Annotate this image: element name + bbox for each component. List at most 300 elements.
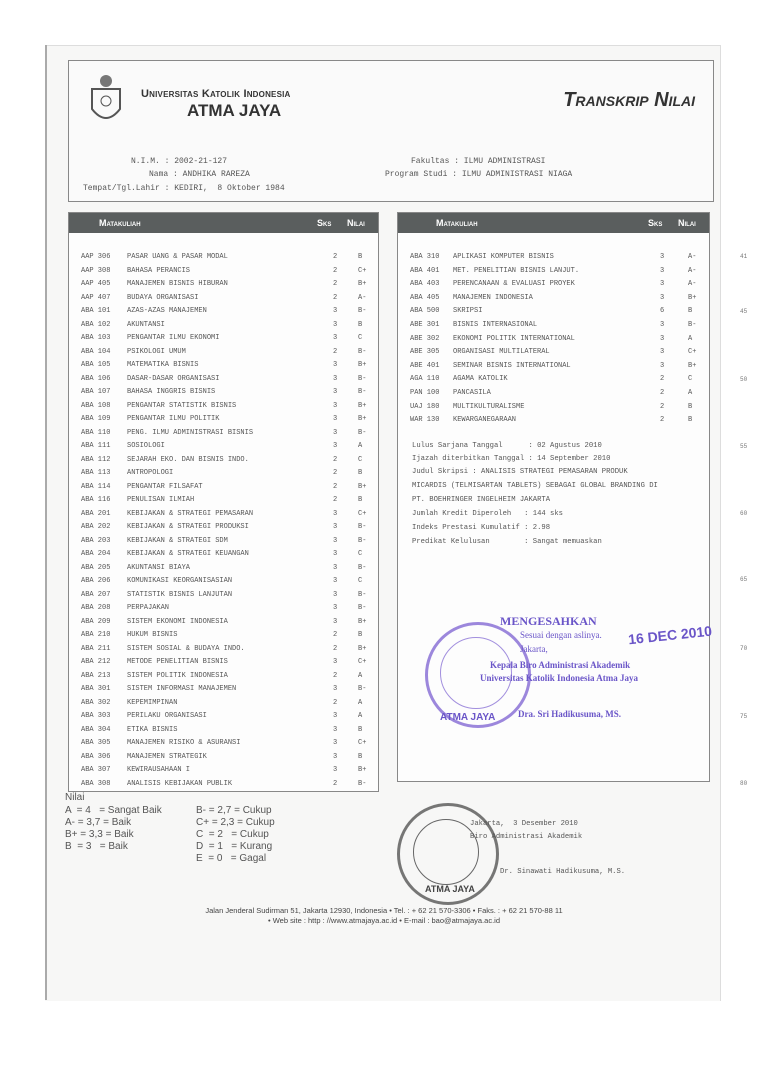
course-grade: B+ <box>358 766 367 774</box>
summary-line: Ijazah diterbitkan Tanggal : 14 September 2010 <box>412 455 611 463</box>
table-row <box>69 604 378 614</box>
course-code: ABE 302 <box>410 334 440 343</box>
table-row <box>69 645 378 655</box>
course-code: AAP 407 <box>81 293 111 302</box>
course-sks: 2 <box>333 280 338 288</box>
margin-number: 41 <box>740 253 748 260</box>
course-code: AAP 306 <box>81 253 111 261</box>
course-code: AAP 308 <box>81 266 111 275</box>
course-code: ABA 302 <box>81 698 111 707</box>
course-name: MET. PENELITIAN BISNIS LANJUT. <box>453 266 580 275</box>
university-brand: ATMA JAYA <box>187 101 282 120</box>
faculty: Fakultas : ILMU ADMINISTRASI <box>411 157 546 166</box>
course-sks: 2 <box>333 266 338 275</box>
course-sks: 2 <box>333 253 338 261</box>
table-row <box>398 389 709 399</box>
course-grade: A <box>358 712 363 720</box>
course-sks: 3 <box>660 266 665 275</box>
table-row <box>398 416 709 426</box>
legalization-title: MENGESAHKAN <box>500 614 597 628</box>
course-code: ABA 110 <box>81 428 111 437</box>
course-grade: C <box>358 577 363 585</box>
course-code: ABA 212 <box>81 658 111 666</box>
course-code: ABA 306 <box>81 752 111 761</box>
scan-edge <box>45 45 47 1000</box>
table-row <box>69 388 378 398</box>
course-name: PENGANTAR STATISTIK BISNIS <box>127 401 237 410</box>
course-name: KEBIJAKAN & STRATEGI SDM <box>127 536 228 545</box>
course-sks: 3 <box>333 712 338 720</box>
course-grade: B+ <box>358 361 367 369</box>
margin-number: 75 <box>740 713 748 720</box>
summary-line: Predikat Kelulusan : Sangat memuaskan <box>412 538 602 546</box>
course-sks: 3 <box>333 550 338 558</box>
course-sks: 3 <box>333 388 338 396</box>
summary-line: Indeks Prestasi Kumulatif : 2.98 <box>412 524 551 532</box>
footer-address: Jalan Jenderal Sudirman 51, Jakarta 12930, Indonesia • Tel. : + 62 21 570-3306 • Faks. : + 62 21 570-88 11 <box>205 906 563 915</box>
course-code: ABA 113 <box>81 469 111 477</box>
course-grade: C+ <box>688 348 697 357</box>
footer-contact: • Web site : http : //www.atmajaya.ac.id • E-mail : bao@atmajaya.ac.id <box>268 916 500 925</box>
course-grade: A- <box>688 266 697 275</box>
course-code: ABA 108 <box>81 401 111 410</box>
table-row <box>69 753 378 763</box>
legend-entry: B = 3 = Baik <box>65 841 128 852</box>
table-row <box>69 699 378 709</box>
table-row <box>398 294 709 304</box>
course-grade: C+ <box>358 739 367 747</box>
table-row <box>398 375 709 385</box>
course-code: ABA 102 <box>81 320 111 329</box>
course-code: ABA 209 <box>81 617 111 626</box>
course-grade: A <box>688 389 693 397</box>
course-sks: 3 <box>333 536 338 545</box>
course-code: ABA 310 <box>410 253 440 261</box>
course-grade: A <box>358 671 363 680</box>
course-grade: B- <box>358 388 367 396</box>
course-grade: B <box>688 416 693 425</box>
university-logo-icon <box>89 71 123 126</box>
table-row <box>69 766 378 776</box>
course-grade: B+ <box>358 280 367 288</box>
course-sks: 3 <box>333 766 338 774</box>
course-name: KEPEMIMPINAN <box>127 698 178 707</box>
course-code: ABA 305 <box>81 739 111 747</box>
course-name: PANCASILA <box>453 389 491 397</box>
course-code: ABA 308 <box>81 779 111 788</box>
course-sks: 3 <box>333 752 338 761</box>
course-name: APLIKASI KOMPUTER BISNIS <box>453 253 554 261</box>
course-name: KEBIJAKAN & STRATEGI KEUANGAN <box>127 550 249 558</box>
margin-number: 65 <box>740 576 748 583</box>
course-grade: A <box>358 698 363 707</box>
course-name: MULTIKULTURALISME <box>453 402 525 411</box>
legend-entry: C+ = 2,3 = Cukup <box>196 817 275 828</box>
table-row <box>69 523 378 533</box>
course-code: ABE 401 <box>410 361 440 370</box>
nim: N.I.M. : 2002-21-127 <box>131 157 228 166</box>
course-sks: 3 <box>660 253 665 261</box>
course-code: ABA 500 <box>410 307 440 316</box>
course-name: SISTEM INFORMASI MANAJEMEN <box>127 685 237 693</box>
course-grade: B+ <box>358 415 367 423</box>
course-code: ABA 106 <box>81 374 111 383</box>
course-code: ABA 207 <box>81 590 111 599</box>
course-name: MANAJEMEN STRATEGIK <box>127 752 207 761</box>
table-row <box>69 307 378 317</box>
course-name: METODE PENELITIAN BISNIS <box>127 658 228 666</box>
course-name: HUKUM BISNIS <box>127 631 178 639</box>
course-sks: 3 <box>660 280 665 289</box>
course-grade: B- <box>358 428 367 437</box>
course-sks: 2 <box>333 455 338 464</box>
legalization-line: Kepala Biro Administrasi Akademik <box>490 660 631 670</box>
course-name: PENGANTAR ILMU POLITIK <box>127 415 220 423</box>
table-row <box>69 456 378 466</box>
course-sks: 3 <box>660 321 665 329</box>
course-name: STATISTIK BISNIS LANJUTAN <box>127 590 233 599</box>
legend-entry: D = 1 = Kurang <box>196 841 273 852</box>
document-title: Transkrip Nilai <box>563 89 695 111</box>
course-grade: B- <box>358 685 367 693</box>
course-code: ABA 213 <box>81 671 111 680</box>
course-sks: 3 <box>660 293 665 302</box>
course-name: BAHASA PERANCIS <box>127 266 191 275</box>
course-sks: 3 <box>333 590 338 599</box>
course-sks: 3 <box>333 685 338 693</box>
seal-text: ATMA JAYA <box>425 884 475 894</box>
course-code: ABA 203 <box>81 536 111 545</box>
summary-line: MICARDIS (TELMISARTAN TABLETS) SEBAGAI GLOBAL BRANDING DI <box>412 482 658 490</box>
table-row <box>69 348 378 358</box>
summary-line: Jumlah Kredit Diperoleh : 144 sks <box>412 510 563 518</box>
grade-legend-title: Nilai <box>65 792 85 803</box>
table-row <box>69 685 378 695</box>
course-name: PERENCANAAN & EVALUASI PROYEK <box>453 280 575 289</box>
course-code: ABA 109 <box>81 415 111 423</box>
course-name: PENGANTAR FILSAFAT <box>127 482 203 491</box>
legend-entry: A- = 3,7 = Baik <box>65 817 132 828</box>
table-row <box>398 307 709 317</box>
student-name: Nama : ANDHIKA RAREZA <box>149 170 250 179</box>
course-name: MANAJEMEN BISNIS HIBURAN <box>127 280 228 288</box>
course-grade: B- <box>358 374 367 383</box>
table-row <box>398 362 709 372</box>
table-row <box>69 415 378 425</box>
course-sks: 3 <box>333 523 338 531</box>
course-code: AGA 110 <box>410 375 440 384</box>
course-sks: 3 <box>333 361 338 369</box>
course-grade: B- <box>358 779 367 788</box>
course-grade: B <box>358 631 363 639</box>
course-sks: 2 <box>333 698 338 707</box>
signature-name: Dr. Sinawati Hadikusuma, M.S. <box>500 868 626 876</box>
table-row <box>69 429 378 439</box>
course-code: ABA 303 <box>81 712 111 720</box>
course-sks: 3 <box>660 348 665 357</box>
course-grade: B <box>358 752 363 761</box>
course-code: WAR 130 <box>410 416 440 425</box>
course-sks: 2 <box>333 671 338 680</box>
table-row <box>69 321 378 331</box>
course-code: ABA 307 <box>81 766 111 774</box>
signature-office: Biro Administrasi Akademik <box>470 833 583 841</box>
table-header <box>398 213 709 233</box>
course-grade: B- <box>358 307 367 315</box>
legend-entry: B- = 2,7 = Cukup <box>196 805 272 816</box>
course-sks: 2 <box>333 631 338 639</box>
course-name: ETIKA BISNIS <box>127 725 178 734</box>
course-grade: A- <box>358 293 367 302</box>
col-matakuliah: Matakuliah <box>99 218 141 228</box>
course-name: KOMUNIKASI KEORGANISASIAN <box>127 577 233 585</box>
course-code: PAN 100 <box>410 389 440 397</box>
table-row <box>69 739 378 749</box>
table-row <box>69 483 378 493</box>
margin-number: 45 <box>740 308 748 315</box>
course-code: ABA 114 <box>81 482 111 491</box>
course-sks: 3 <box>333 415 338 423</box>
margin-number: 70 <box>740 645 748 652</box>
course-sks: 6 <box>660 307 665 316</box>
course-grade: B- <box>358 563 367 572</box>
table-row <box>69 294 378 304</box>
table-row <box>398 253 709 263</box>
course-name: PERILAKU ORGANISASI <box>127 712 207 720</box>
course-code: ABA 101 <box>81 307 111 315</box>
course-name: KEWARGANEGARAAN <box>453 416 517 425</box>
course-code: ABA 301 <box>81 685 111 693</box>
course-name: AKUNTANSI <box>127 320 165 329</box>
course-code: ABA 105 <box>81 361 111 369</box>
course-name: MATEMATIKA BISNIS <box>127 361 199 369</box>
course-name: ORGANISASI MULTILATERAL <box>453 348 550 357</box>
course-grade: B- <box>358 523 367 531</box>
course-sks: 3 <box>333 401 338 410</box>
margin-number: 80 <box>740 780 748 787</box>
table-row <box>69 550 378 560</box>
table-row <box>69 361 378 371</box>
table-row <box>69 253 378 263</box>
course-code: ABA 112 <box>81 455 111 464</box>
course-sks: 3 <box>333 428 338 437</box>
col-sks: Sks <box>317 218 332 228</box>
course-grade: B <box>358 253 363 261</box>
course-name: SOSIOLOGI <box>127 442 165 450</box>
course-code: ABA 403 <box>410 280 440 289</box>
course-sks: 3 <box>333 509 338 518</box>
course-name: SISTEM EKONOMI INDONESIA <box>127 617 228 626</box>
table-row <box>69 510 378 520</box>
course-code: ABA 202 <box>81 523 111 531</box>
signature-date: Jakarta, 3 Desember 2010 <box>470 820 578 828</box>
table-row <box>69 631 378 641</box>
course-name: AKUNTANSI BIAYA <box>127 563 191 572</box>
course-grade: B <box>358 469 363 477</box>
course-grade: B <box>688 402 693 411</box>
course-code: ABA 205 <box>81 563 111 572</box>
course-code: ABA 103 <box>81 334 111 342</box>
summary-line: Judul Skripsi : ANALISIS STRATEGI PEMASARAN PRODUK <box>412 468 628 476</box>
table-row <box>69 375 378 385</box>
birth-info: Tempat/Tgl.Lahir : KEDIRI, 8 Oktober 1984 <box>83 184 285 193</box>
course-sks: 2 <box>333 644 338 653</box>
course-name: KEBIJAKAN & STRATEGI PRODUKSI <box>127 523 249 531</box>
course-name: EKONOMI POLITIK INTERNATIONAL <box>453 334 575 343</box>
table-row <box>398 280 709 290</box>
course-sks: 3 <box>333 374 338 383</box>
course-name: AZAS-AZAS MANAJEMEN <box>127 307 207 315</box>
course-name: DASAR-DASAR ORGANISASI <box>127 374 220 383</box>
col-nilai: Nilai <box>678 218 696 228</box>
col-sks: Sks <box>648 218 663 228</box>
course-sks: 3 <box>333 334 338 342</box>
table-row <box>398 403 709 413</box>
table-row <box>69 267 378 277</box>
course-sks: 2 <box>660 402 665 411</box>
course-grade: B <box>358 320 363 329</box>
table-row <box>69 672 378 682</box>
course-sks: 3 <box>333 563 338 572</box>
course-name: PENGANTAR ILMU EKONOMI <box>127 334 220 342</box>
course-grade: B+ <box>358 644 367 653</box>
margin-number: 50 <box>740 376 748 383</box>
col-nilai: Nilai <box>347 218 365 228</box>
course-sks: 2 <box>660 389 665 397</box>
course-grade: B+ <box>688 361 697 370</box>
course-sks: 2 <box>333 779 338 788</box>
legend-entry: A = 4 = Sangat Baik <box>65 805 162 816</box>
course-grade: B+ <box>358 617 367 626</box>
table-row <box>398 267 709 277</box>
margin-number: 60 <box>740 510 748 517</box>
legend-entry: C = 2 = Cukup <box>196 829 269 840</box>
course-code: ABA 304 <box>81 725 111 734</box>
course-grade: B <box>358 496 363 504</box>
course-grade: C+ <box>358 509 367 518</box>
course-grade: B+ <box>358 401 367 410</box>
table-row <box>69 618 378 628</box>
course-sks: 3 <box>333 307 338 315</box>
course-grade: B- <box>358 347 367 356</box>
course-name: PENULISAN ILMIAH <box>127 496 195 504</box>
course-code: UAJ 180 <box>410 402 440 411</box>
course-sks: 3 <box>660 334 665 343</box>
legalization-signer: Dra. Sri Hadikusuma, MS. <box>518 709 622 719</box>
table-row <box>69 726 378 736</box>
course-sks: 3 <box>333 725 338 734</box>
course-code: ABE 305 <box>410 348 440 357</box>
course-sks: 3 <box>333 739 338 747</box>
course-grade: A- <box>688 253 697 261</box>
course-grade: B- <box>358 590 367 599</box>
course-name: KEWIRAUSAHAAN I <box>127 766 191 774</box>
course-sks: 2 <box>333 469 338 477</box>
course-name: SEJARAH EKO. DAN BISNIS INDO. <box>127 455 249 464</box>
course-name: PENG. ILMU ADMINISTRASI BISNIS <box>127 428 254 437</box>
table-row <box>398 321 709 331</box>
course-name: ANALISIS KEBIJAKAN PUBLIK <box>127 779 233 788</box>
course-code: ABA 111 <box>81 442 111 450</box>
course-code: AAP 405 <box>81 280 111 288</box>
header-box <box>68 60 714 202</box>
course-grade: C <box>358 550 363 558</box>
course-sks: 2 <box>333 293 338 302</box>
table-row <box>69 564 378 574</box>
course-name: PASAR UANG & PASAR MODAL <box>127 253 228 261</box>
course-grade: A <box>358 442 363 450</box>
course-sks: 3 <box>333 617 338 626</box>
course-grade: C+ <box>358 658 367 666</box>
course-sks: 3 <box>333 604 338 612</box>
course-sks: 3 <box>333 320 338 329</box>
course-name: BISNIS INTERNASIONAL <box>453 321 538 329</box>
course-name: KEBIJAKAN & STRATEGI PEMASARAN <box>127 509 254 518</box>
legend-entry: B+ = 3,3 = Baik <box>65 829 134 840</box>
table-row <box>69 537 378 547</box>
seal-text: ATMA JAYA <box>440 712 496 723</box>
course-code: ABA 201 <box>81 509 111 518</box>
course-sks: 2 <box>333 482 338 491</box>
course-sks: 2 <box>660 416 665 425</box>
course-grade: A <box>688 334 693 343</box>
course-name: BAHASA INGGRIS BISNIS <box>127 388 216 396</box>
course-grade: B+ <box>358 482 367 491</box>
course-sks: 2 <box>660 375 665 384</box>
summary-line: Lulus Sarjana Tanggal : 02 Agustus 2010 <box>412 442 602 450</box>
table-row <box>69 780 378 790</box>
course-grade: A- <box>688 280 697 289</box>
date-stamp: 16 DEC 2010 <box>627 622 713 648</box>
course-code: ABA 206 <box>81 577 111 585</box>
course-name: MANAJEMEN INDONESIA <box>453 293 533 302</box>
table-row <box>398 348 709 358</box>
legend-entry: E = 0 = Gagal <box>196 853 267 864</box>
table-row <box>69 469 378 479</box>
course-grade: B- <box>358 604 367 612</box>
course-name: ANTROPOLOGI <box>127 469 174 477</box>
course-sks: 2 <box>333 347 338 356</box>
legalization-line: Universitas Katolik Indonesia Atma Jaya <box>480 673 639 683</box>
course-grade: B+ <box>688 293 697 302</box>
course-name: SISTEM SOSIAL & BUDAYA INDO. <box>127 644 245 653</box>
course-code: ABA 210 <box>81 631 111 639</box>
course-code: ABA 401 <box>410 266 440 275</box>
course-grade: C <box>358 455 363 464</box>
col-matakuliah: Matakuliah <box>436 218 478 228</box>
table-row <box>69 402 378 412</box>
course-code: ABA 107 <box>81 388 111 396</box>
course-grade: C <box>688 375 693 384</box>
table-row <box>69 591 378 601</box>
margin-number: 55 <box>740 443 748 450</box>
table-row <box>69 577 378 587</box>
legalization-line: Jakarta, <box>520 644 548 654</box>
university-name: Universitas Katolik Indonesia <box>141 88 291 100</box>
course-code: ABA 116 <box>81 496 111 504</box>
course-name: PERPAJAKAN <box>127 604 170 612</box>
course-grade: C+ <box>358 266 367 275</box>
course-code: ABE 301 <box>410 321 440 329</box>
table-row <box>69 658 378 668</box>
table-header <box>69 213 378 233</box>
course-code: ABA 405 <box>410 293 440 302</box>
course-name: AGAMA KATOLIK <box>453 375 508 384</box>
table-row <box>69 280 378 290</box>
course-sks: 3 <box>660 361 665 370</box>
study-program: Program Studi : ILMU ADMINISTRASI NIAGA <box>385 170 573 179</box>
course-grade: B- <box>358 536 367 545</box>
